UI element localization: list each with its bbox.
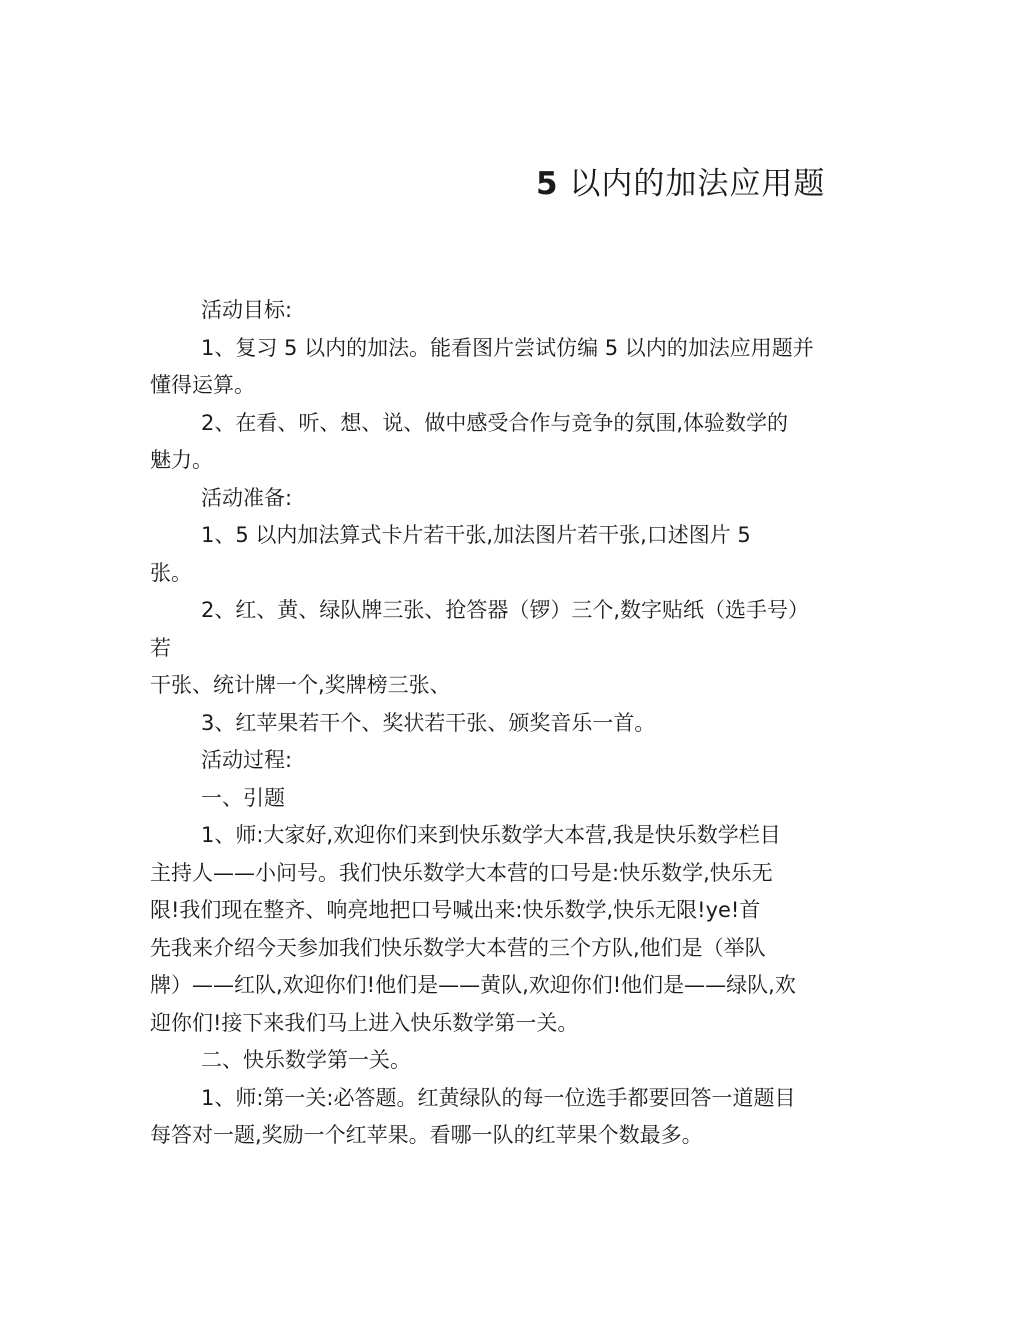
paragraph-line: 张。 <box>150 560 192 585</box>
paragraph-line: 活动过程: <box>201 748 293 772</box>
paragraph-line: 先我来介绍今天参加我们快乐数学大本营的三个方队,他们是（举队 <box>150 935 766 960</box>
paragraph-line: 活动准备: <box>201 485 293 510</box>
paragraph-line: 二、快乐数学第一关。 <box>201 1048 411 1072</box>
paragraph-line: 若 <box>150 635 171 660</box>
paragraph-line: 2、在看、听、想、说、做中感受合作与竞争的氛围,体验数学的 <box>201 410 789 435</box>
paragraph-line: 迎你们!接下来我们马上进入快乐数学第一关。 <box>150 1010 579 1035</box>
paragraph-line: 活动目标: <box>201 298 293 322</box>
title-number: 5 <box>536 166 559 202</box>
paragraph-line: 1、复习 5 以内的加法。能看图片尝试仿编 5 以内的加法应用题并 <box>201 335 814 360</box>
paragraph-line: 1、师:第一关:必答题。红黄绿队的每一位选手都要回答一道题目 <box>201 1085 796 1110</box>
paragraph-line: 1、师:大家好,欢迎你们来到快乐数学大本营,我是快乐数学栏目 <box>201 823 781 847</box>
paragraph-line: 2、红、黄、绿队牌三张、抢答器（锣）三个,数字贴纸（选手号） <box>201 598 810 622</box>
paragraph-line: 主持人——小问号。我们快乐数学大本营的口号是:快乐数学,快乐无 <box>150 860 773 885</box>
title-text: 以内的加法应用题 <box>558 166 826 202</box>
paragraph-line: 魅力。 <box>150 448 213 472</box>
paragraph-line: 牌）——红队,欢迎你们!他们是——黄队,欢迎你们!他们是——绿队,欢 <box>150 973 796 997</box>
paragraph-line: 懂得运算。 <box>150 373 255 397</box>
paragraph-line: 1、5 以内加法算式卡片若干张,加法图片若干张,口述图片 5 <box>201 523 751 547</box>
paragraph-line: 限!我们现在整齐、响亮地把口号喊出来:快乐数学,快乐无限!ye!首 <box>150 898 761 922</box>
paragraph-line: 3、红苹果若干个、奖状若干张、颁奖音乐一首。 <box>201 710 656 735</box>
paragraph-line: 一、引题 <box>201 785 285 810</box>
document-body <box>150 292 880 1155</box>
paragraph-line: 每答对一题,奖励一个红苹果。看哪一队的红苹果个数最多。 <box>150 1123 703 1147</box>
paragraph-line: 干张、统计牌一个,奖牌榜三张、 <box>150 673 451 697</box>
document-title <box>536 162 825 206</box>
